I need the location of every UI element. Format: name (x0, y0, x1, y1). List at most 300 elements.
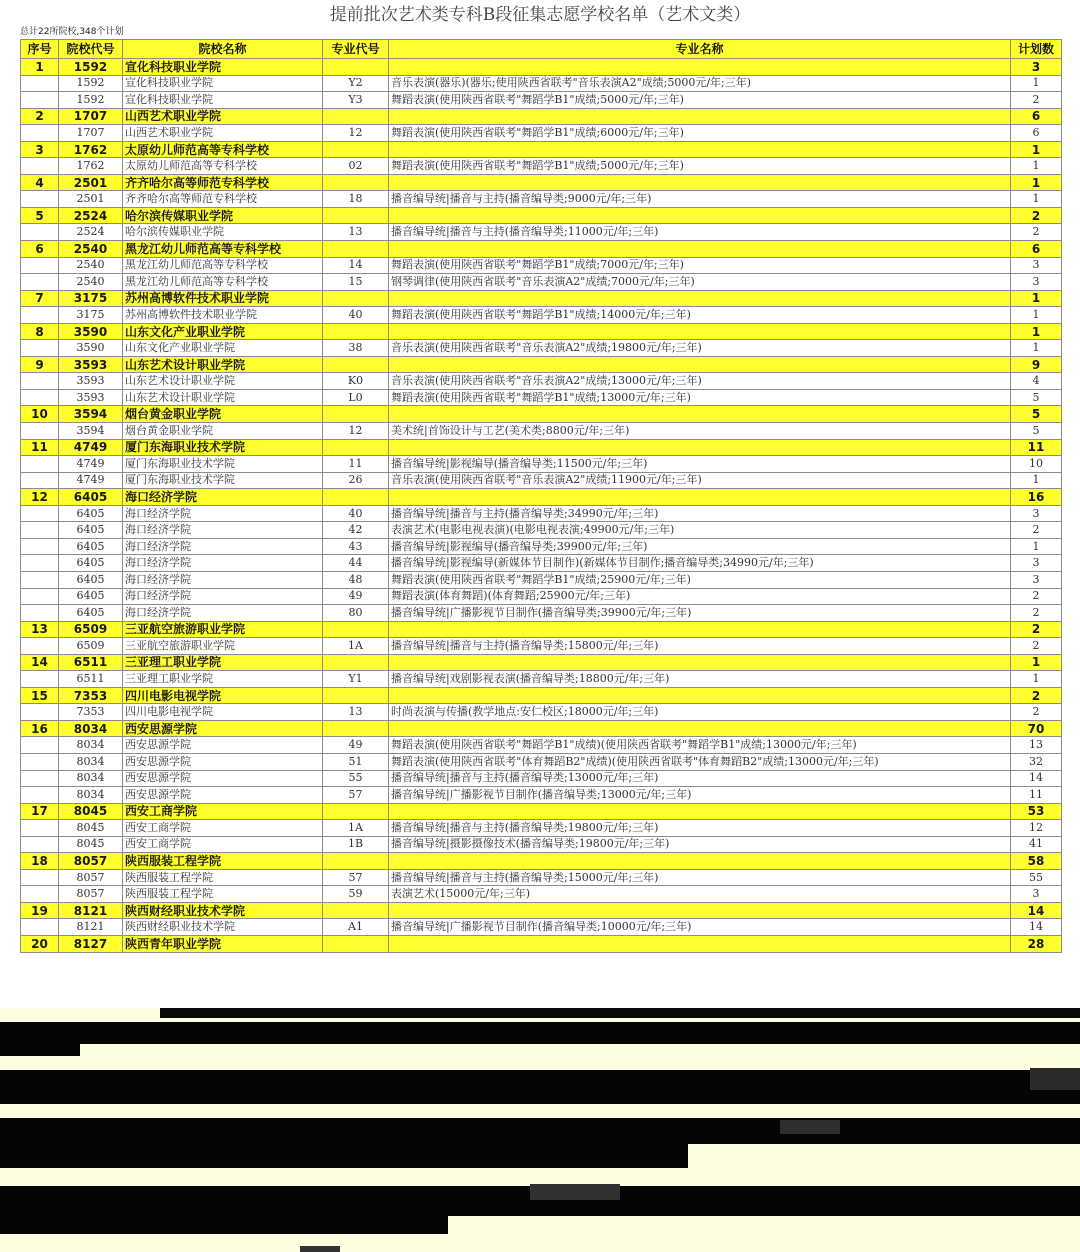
major-code: 12 (323, 423, 389, 440)
empty-cell (323, 108, 389, 125)
major-row (21, 456, 1062, 473)
major-plan: 3 (1011, 274, 1062, 291)
major-school-name: 苏州高博软件技术职业学院 (123, 307, 323, 324)
empty-cell (389, 323, 1011, 340)
major-plan: 1 (1011, 538, 1062, 555)
redaction-bar (1030, 1068, 1080, 1090)
major-school-code: 3593 (59, 389, 123, 406)
major-row (21, 522, 1062, 539)
school-name: 西安思源学院 (123, 720, 323, 737)
school-plan-total: 16 (1011, 489, 1062, 506)
empty-cell (21, 92, 59, 109)
school-plan-total: 2 (1011, 687, 1062, 704)
major-plan: 1 (1011, 75, 1062, 92)
major-row (21, 836, 1062, 853)
empty-cell (21, 538, 59, 555)
school-seq: 5 (21, 207, 59, 224)
school-code: 8057 (59, 853, 123, 870)
major-name: 音乐表演(使用陕西省联考"音乐表演A2"成绩;19800元/年;三年) (389, 340, 1011, 357)
school-plan-total: 11 (1011, 439, 1062, 456)
major-school-code: 3175 (59, 307, 123, 324)
redaction-bar (0, 1144, 688, 1168)
major-code: L0 (323, 389, 389, 406)
major-school-code: 1762 (59, 158, 123, 175)
school-code: 7353 (59, 687, 123, 704)
major-school-name: 海口经济学院 (123, 538, 323, 555)
major-code: 13 (323, 224, 389, 241)
school-code: 1592 (59, 59, 123, 76)
major-code: 38 (323, 340, 389, 357)
major-code: 43 (323, 538, 389, 555)
school-plan-total: 53 (1011, 803, 1062, 820)
redaction-strip (160, 1008, 1080, 1018)
empty-cell (389, 803, 1011, 820)
school-name: 齐齐哈尔高等师范专科学校 (123, 174, 323, 191)
major-plan: 55 (1011, 869, 1062, 886)
major-name: 播音编导统|戏剧影视表演(播音编导类;18800元/年;三年) (389, 671, 1011, 688)
empty-cell (323, 356, 389, 373)
school-row (21, 902, 1062, 919)
redaction-bar (0, 1118, 1080, 1144)
major-plan: 12 (1011, 820, 1062, 837)
school-code: 2501 (59, 174, 123, 191)
empty-cell (323, 323, 389, 340)
major-plan: 3 (1011, 505, 1062, 522)
major-row (21, 770, 1062, 787)
empty-cell (21, 307, 59, 324)
major-plan: 2 (1011, 224, 1062, 241)
major-plan: 32 (1011, 753, 1062, 770)
school-row (21, 489, 1062, 506)
major-plan: 14 (1011, 770, 1062, 787)
empty-cell (21, 456, 59, 473)
empty-cell (21, 522, 59, 539)
school-seq: 1 (21, 59, 59, 76)
major-name: 舞蹈表演(使用陕西省联考"舞蹈学B1"成绩)(使用陕西省联考"舞蹈学B1"成绩;13000元/年;三年) (389, 737, 1011, 754)
major-school-name: 齐齐哈尔高等师范专科学校 (123, 191, 323, 208)
school-seq: 9 (21, 356, 59, 373)
empty-cell (323, 174, 389, 191)
major-code: 13 (323, 704, 389, 721)
school-name: 三亚理工职业学院 (123, 654, 323, 671)
school-seq: 14 (21, 654, 59, 671)
empty-cell (323, 853, 389, 870)
major-school-code: 6405 (59, 505, 123, 522)
major-row (21, 191, 1062, 208)
major-code: 48 (323, 571, 389, 588)
empty-cell (21, 737, 59, 754)
major-row (21, 737, 1062, 754)
school-seq: 19 (21, 902, 59, 919)
major-school-code: 3593 (59, 373, 123, 390)
empty-cell (21, 605, 59, 622)
major-school-name: 西安工商学院 (123, 836, 323, 853)
major-plan: 3 (1011, 571, 1062, 588)
empty-cell (389, 720, 1011, 737)
school-name: 宣化科技职业学院 (123, 59, 323, 76)
redaction-bar (530, 1184, 620, 1200)
empty-cell (21, 787, 59, 804)
school-code: 3594 (59, 406, 123, 423)
major-plan: 41 (1011, 836, 1062, 853)
school-seq: 16 (21, 720, 59, 737)
school-name: 四川电影电视学院 (123, 687, 323, 704)
empty-cell (323, 720, 389, 737)
school-name: 海口经济学院 (123, 489, 323, 506)
major-school-name: 海口经济学院 (123, 571, 323, 588)
major-school-name: 海口经济学院 (123, 522, 323, 539)
major-row (21, 373, 1062, 390)
empty-cell (323, 141, 389, 158)
school-plan-total: 14 (1011, 902, 1062, 919)
empty-cell (389, 902, 1011, 919)
school-plan-total: 1 (1011, 141, 1062, 158)
major-school-code: 7353 (59, 704, 123, 721)
school-code: 1707 (59, 108, 123, 125)
school-row (21, 290, 1062, 307)
major-school-code: 2540 (59, 257, 123, 274)
major-plan: 2 (1011, 588, 1062, 605)
empty-cell (323, 59, 389, 76)
major-row (21, 820, 1062, 837)
major-plan: 6 (1011, 125, 1062, 142)
empty-cell (21, 588, 59, 605)
school-row (21, 853, 1062, 870)
major-school-code: 6405 (59, 605, 123, 622)
major-plan: 3 (1011, 555, 1062, 572)
empty-cell (21, 555, 59, 572)
empty-cell (323, 687, 389, 704)
major-row (21, 257, 1062, 274)
empty-cell (323, 621, 389, 638)
major-row (21, 389, 1062, 406)
major-school-code: 2540 (59, 274, 123, 291)
major-school-name: 太原幼儿师范高等专科学校 (123, 158, 323, 175)
empty-cell (323, 935, 389, 952)
major-row (21, 224, 1062, 241)
major-name: 播音编导统|播音与主持(播音编导类;34990元/年;三年) (389, 505, 1011, 522)
major-plan: 1 (1011, 158, 1062, 175)
school-plan-total: 2 (1011, 207, 1062, 224)
school-row (21, 439, 1062, 456)
empty-cell (21, 505, 59, 522)
school-row (21, 141, 1062, 158)
school-code: 6511 (59, 654, 123, 671)
major-row (21, 555, 1062, 572)
empty-cell (21, 191, 59, 208)
major-name: 播音编导统|播音与主持(播音编导类;9000元/年;三年) (389, 191, 1011, 208)
empty-cell (21, 886, 59, 903)
school-seq: 2 (21, 108, 59, 125)
empty-cell (21, 423, 59, 440)
major-plan: 5 (1011, 389, 1062, 406)
school-name: 黑龙江幼儿师范高等专科学校 (123, 241, 323, 258)
school-name: 山西艺术职业学院 (123, 108, 323, 125)
major-name: 播音编导统|影视编导(播音编导类;39900元/年;三年) (389, 538, 1011, 555)
major-school-code: 6511 (59, 671, 123, 688)
empty-cell (323, 439, 389, 456)
school-name: 西安工商学院 (123, 803, 323, 820)
redaction-bar (0, 1040, 80, 1056)
empty-cell (21, 869, 59, 886)
major-code: 80 (323, 605, 389, 622)
school-code: 6405 (59, 489, 123, 506)
empty-cell (323, 207, 389, 224)
school-name: 三亚航空旅游职业学院 (123, 621, 323, 638)
major-code: Y2 (323, 75, 389, 92)
major-code: 11 (323, 456, 389, 473)
redaction-bar (780, 1120, 840, 1134)
empty-cell (21, 257, 59, 274)
redaction-bar (0, 1070, 1080, 1104)
major-school-name: 海口经济学院 (123, 555, 323, 572)
major-row (21, 158, 1062, 175)
major-name: 舞蹈表演(使用陕西省联考"舞蹈学B1"成绩;13000元/年;三年) (389, 389, 1011, 406)
major-code: 40 (323, 505, 389, 522)
major-row (21, 787, 1062, 804)
major-school-code: 6405 (59, 538, 123, 555)
major-code: 40 (323, 307, 389, 324)
school-code: 3175 (59, 290, 123, 307)
major-school-code: 8057 (59, 869, 123, 886)
major-school-name: 山西艺术职业学院 (123, 125, 323, 142)
major-school-code: 8057 (59, 886, 123, 903)
major-name: 播音编导统|播音与主持(播音编导类;19800元/年;三年) (389, 820, 1011, 837)
school-row (21, 207, 1062, 224)
empty-cell (323, 654, 389, 671)
major-school-code: 8045 (59, 820, 123, 837)
header-major-code: 专业代号 (323, 40, 389, 59)
school-name: 苏州高博软件技术职业学院 (123, 290, 323, 307)
major-code: 1A (323, 820, 389, 837)
major-name: 播音编导统|影视编导(新媒体节目制作)(新媒体节目制作;播音编导类;34990元/年;三年) (389, 555, 1011, 572)
major-plan: 1 (1011, 191, 1062, 208)
major-school-code: 3594 (59, 423, 123, 440)
major-school-name: 海口经济学院 (123, 588, 323, 605)
school-name: 太原幼儿师范高等专科学校 (123, 141, 323, 158)
school-plan-total: 58 (1011, 853, 1062, 870)
major-row (21, 869, 1062, 886)
empty-cell (323, 290, 389, 307)
major-name: 表演艺术(电影电视表演)(电影电视表演;49900元/年;三年) (389, 522, 1011, 539)
school-seq: 11 (21, 439, 59, 456)
header-school-name: 院校名称 (123, 40, 323, 59)
school-code: 8034 (59, 720, 123, 737)
major-school-name: 烟台黄金职业学院 (123, 423, 323, 440)
empty-cell (389, 935, 1011, 952)
school-plan-total: 1 (1011, 174, 1062, 191)
school-seq: 17 (21, 803, 59, 820)
empty-cell (21, 571, 59, 588)
school-seq: 7 (21, 290, 59, 307)
major-code: 55 (323, 770, 389, 787)
major-row (21, 340, 1062, 357)
major-code: 44 (323, 555, 389, 572)
major-plan: 1 (1011, 472, 1062, 489)
empty-cell (323, 803, 389, 820)
empty-cell (389, 356, 1011, 373)
major-plan: 10 (1011, 456, 1062, 473)
major-plan: 13 (1011, 737, 1062, 754)
empty-cell (389, 141, 1011, 158)
empty-cell (389, 207, 1011, 224)
major-name: 播音编导统|播音与主持(播音编导类;15800元/年;三年) (389, 638, 1011, 655)
empty-cell (21, 274, 59, 291)
major-plan: 2 (1011, 92, 1062, 109)
school-row (21, 406, 1062, 423)
major-school-name: 西安工商学院 (123, 820, 323, 837)
summary-line: 总计22所院校,348个计划 (20, 27, 124, 37)
major-name: 舞蹈表演(使用陕西省联考"舞蹈学B1"成绩;14000元/年;三年) (389, 307, 1011, 324)
school-seq: 4 (21, 174, 59, 191)
major-row (21, 671, 1062, 688)
major-row (21, 472, 1062, 489)
major-plan: 3 (1011, 886, 1062, 903)
major-school-name: 海口经济学院 (123, 605, 323, 622)
major-name: 音乐表演(使用陕西省联考"音乐表演A2"成绩;13000元/年;三年) (389, 373, 1011, 390)
major-name: 美术统|首饰设计与工艺(美术类;8800元/年;三年) (389, 423, 1011, 440)
major-school-code: 6405 (59, 522, 123, 539)
major-school-code: 1592 (59, 92, 123, 109)
major-name: 舞蹈表演(使用陕西省联考"舞蹈学B1"成绩;6000元/年;三年) (389, 125, 1011, 142)
major-code: 1B (323, 836, 389, 853)
empty-cell (389, 853, 1011, 870)
school-code: 6509 (59, 621, 123, 638)
major-plan: 14 (1011, 919, 1062, 936)
major-row (21, 571, 1062, 588)
major-code: 51 (323, 753, 389, 770)
major-code: 49 (323, 737, 389, 754)
major-school-name: 四川电影电视学院 (123, 704, 323, 721)
major-plan: 5 (1011, 423, 1062, 440)
empty-cell (389, 174, 1011, 191)
major-school-name: 宣化科技职业学院 (123, 75, 323, 92)
school-seq: 13 (21, 621, 59, 638)
school-row (21, 803, 1062, 820)
major-school-code: 6405 (59, 555, 123, 572)
major-row (21, 274, 1062, 291)
empty-cell (389, 654, 1011, 671)
empty-cell (389, 687, 1011, 704)
major-name: 时尚表演与传播(教学地点:安仁校区;18000元/年;三年) (389, 704, 1011, 721)
major-school-name: 山东艺术设计职业学院 (123, 389, 323, 406)
major-school-name: 厦门东海职业技术学院 (123, 456, 323, 473)
school-plan-total: 2 (1011, 621, 1062, 638)
header-major-name: 专业名称 (389, 40, 1011, 59)
school-row (21, 323, 1062, 340)
major-name: 播音编导统|播音与主持(播音编导类;11000元/年;三年) (389, 224, 1011, 241)
empty-cell (323, 902, 389, 919)
header-school-code: 院校代号 (59, 40, 123, 59)
school-plan-total: 1 (1011, 323, 1062, 340)
empty-cell (323, 406, 389, 423)
major-code: K0 (323, 373, 389, 390)
major-school-name: 三亚理工职业学院 (123, 671, 323, 688)
major-school-name: 山东艺术设计职业学院 (123, 373, 323, 390)
school-seq: 18 (21, 853, 59, 870)
school-name: 陕西服装工程学院 (123, 853, 323, 870)
major-school-name: 西安思源学院 (123, 753, 323, 770)
major-row (21, 919, 1062, 936)
table-body (21, 59, 1062, 953)
major-name: 播音编导统|播音与主持(播音编导类;15000元/年;三年) (389, 869, 1011, 886)
school-code: 8121 (59, 902, 123, 919)
school-name: 陕西财经职业技术学院 (123, 902, 323, 919)
school-seq: 10 (21, 406, 59, 423)
major-plan: 1 (1011, 671, 1062, 688)
major-plan: 3 (1011, 257, 1062, 274)
major-school-code: 8121 (59, 919, 123, 936)
school-plan-total: 6 (1011, 108, 1062, 125)
school-name: 哈尔滨传媒职业学院 (123, 207, 323, 224)
empty-cell (21, 919, 59, 936)
empty-cell (21, 770, 59, 787)
major-code: 1A (323, 638, 389, 655)
major-name: 播音编导统|广播影视节目制作(播音编导类;10000元/年;三年) (389, 919, 1011, 936)
school-plan-total: 9 (1011, 356, 1062, 373)
school-code: 1762 (59, 141, 123, 158)
redaction-bar (0, 1022, 1080, 1044)
major-row (21, 75, 1062, 92)
table-header-row (21, 40, 1062, 59)
major-plan: 4 (1011, 373, 1062, 390)
major-school-code: 8034 (59, 770, 123, 787)
major-code: 57 (323, 787, 389, 804)
major-plan: 1 (1011, 340, 1062, 357)
major-row (21, 886, 1062, 903)
empty-cell (21, 671, 59, 688)
major-school-code: 1707 (59, 125, 123, 142)
major-school-code: 6405 (59, 588, 123, 605)
school-plan-total: 28 (1011, 935, 1062, 952)
major-school-code: 2524 (59, 224, 123, 241)
document-title: 提前批次艺术类专科B段征集志愿学校名单（艺术文类） (329, 5, 751, 25)
empty-cell (21, 373, 59, 390)
major-code: A1 (323, 919, 389, 936)
header-seq: 序号 (21, 40, 59, 59)
major-code: 14 (323, 257, 389, 274)
school-row (21, 108, 1062, 125)
school-plan-total: 1 (1011, 654, 1062, 671)
major-code: 02 (323, 158, 389, 175)
major-school-name: 黑龙江幼儿师范高等专科学校 (123, 257, 323, 274)
major-school-code: 6509 (59, 638, 123, 655)
school-name: 山东文化产业职业学院 (123, 323, 323, 340)
major-name: 舞蹈表演(使用陕西省联考"舞蹈学B1"成绩;25900元/年;三年) (389, 571, 1011, 588)
major-row (21, 605, 1062, 622)
school-plan-total: 6 (1011, 241, 1062, 258)
major-row (21, 505, 1062, 522)
major-school-name: 黑龙江幼儿师范高等专科学校 (123, 274, 323, 291)
empty-cell (389, 621, 1011, 638)
school-code: 2540 (59, 241, 123, 258)
major-code: Y1 (323, 671, 389, 688)
major-code: 49 (323, 588, 389, 605)
empty-cell (389, 59, 1011, 76)
major-name: 音乐表演(使用陕西省联考"音乐表演A2"成绩;11900元/年;三年) (389, 472, 1011, 489)
school-seq: 6 (21, 241, 59, 258)
school-plan-total: 1 (1011, 290, 1062, 307)
school-row (21, 935, 1062, 952)
empty-cell (21, 472, 59, 489)
major-school-code: 8034 (59, 737, 123, 754)
major-name: 钢琴调律(使用陕西省联考"音乐表演A2"成绩;7000元/年;三年) (389, 274, 1011, 291)
major-name: 舞蹈表演(体育舞蹈)(体育舞蹈;25900元/年;三年) (389, 588, 1011, 605)
empty-cell (21, 820, 59, 837)
major-name: 舞蹈表演(使用陕西省联考"舞蹈学B1"成绩;5000元/年;三年) (389, 158, 1011, 175)
major-school-code: 6405 (59, 571, 123, 588)
school-name: 陕西青年职业学院 (123, 935, 323, 952)
